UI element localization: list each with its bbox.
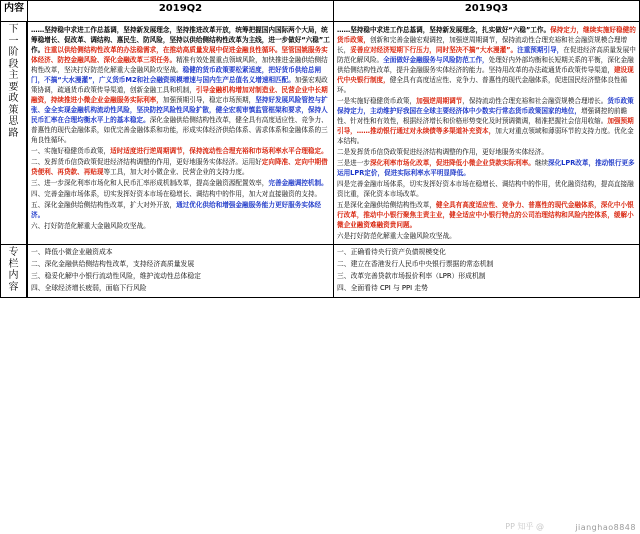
list-item: 四、全面看待 CPI 与 PPI 走势 [337,284,428,293]
paragraph: 三是进一步深化利率市场化改革，促进降低小微企业贷款实际利率。继续深化LPR改革，推动银行更多运用LPR定价，促进实际利率水平明显降低。 [337,159,635,178]
paragraph: 三、进一步深化利率市场化和人民币汇率形成机制改革，提高金融资源配置效率，完善金融调控机制。 [31,179,328,188]
list-item: 三、改革完善贷款市场报价利率（LPR）形成机制 [337,272,486,281]
paragraph: 一、实施好稳健货币政策，适时适度进行逆周期调节，保持流动性合理充裕和市场利率水平合理稳定。 [31,147,328,156]
paragraph: 四、完善金融市场体系，切实发挥好资本市场在稳增长、调结构中的作用，加大对直接融资的支持。 [31,190,322,199]
bottom-cell-q2 [28,245,334,298]
paragraph: 五、深化金融供给侧结构性改革，扩大对外开放，通过优化供给和增强金融服务能力更好服务实体经济。 [31,201,322,220]
column-header-q2: 2019Q2 [28,1,334,22]
list-item: 二、建立在香港发行人民币中央银行票据的常态机制 [337,260,494,269]
row-label-bottom-text: 专栏内容 [8,247,19,293]
special-column-row [1,245,640,298]
main-cell-q2 [28,22,334,245]
paragraph: ……坚持稳中求进工作总基调，坚持新发展理念，坚持推进改革开放，统筹把握国内国际两个大局，统筹稳增长、促改革、调结构、惠民生、防风险，坚持以供给侧结构性改革为主线，进一步做好“六稳”工作。注重以供给侧结构性改革的办法稳需求，在推动高质量发展中促进金融良性循环。坚管国姚服务实体经济、防控金融风险、深化金融改革三项任务。精准有效处置重点领域风险，加快推进金融供给侧结构性改革，坚决打好防范化解重大金融风险攻坚战。稳健的货币政策要松紧适度，把好货币供给总闸门，不搞“大水漫灌”，广义货币M2和社会融资规模增速与国内生产总值名义增速相匹配。加强宏观政策协调，疏通货币政策传导渠道，创新金融工具和机制，引导金融机构增加对制造业、民营企业中长期融资，持续推进小微企业金融服务实际利率，加强预期引导，稳定市场预期，坚持好发展风险管控与扩张、金全实现金融机构流动性风险，坚决防控风险性风险扩散，健全宏观审慎监管框架和要求，保持人民币汇率在合理均衡水平上的基本稳定。深化金融供给侧结构性改革，健全具有高度适应性、竞争力、普惠性的现代金融体系，如优完善金融体系和功能，形成实体经济供给体系、需求体系和金融体系的三角良性循环。 [31,26,330,145]
main-cell-q3 [334,22,640,245]
corner-label: 内容 [1,1,28,22]
list-item: 三、稳妥化解中小银行流动性风险，维护流动性总体稳定 [31,272,201,281]
paragraph: 四是完善金融市场体系，切实发挥好资本市场在稳增长、调结构中的作用，优化融资结构，提高直接融资比重，深化资本市场改革。 [337,180,634,199]
watermark-prefix: PP 知乎 @ [505,522,544,531]
paragraph: 六、打好防范化解重大金融风险攻坚战。 [31,222,150,231]
watermark-text: jianghao8848 [575,523,636,532]
main-policy-row [1,22,640,245]
paragraph: 五是深化金融供给侧结构性改革，健全具有高度适应性、竞争力、普惠性的现代金融体系，深化中小银行改革，推动中小银行聚焦主责主业，健全适应中小银行特点的公司治理结构和风险内控体系，缓解小微企业融资难融资贵问题。 [337,201,634,230]
paragraph: ……坚持稳中求进工作总基调，坚持新发展理念，扎实做好“六稳”工作。保持定力，继续实施好稳健的货币政策，创新和完善金融宏观调控，加强逆周期调节，保持流动性合理充裕和社会融资规模合理增长，妥善应对经济短期下行压力，同时坚决不搞“大水漫灌”。注重预期引导，在促进经济高质量发展中防范化解风险。全面做好金融服务与风险防范工作，处理好内外部均衡和长短期关系的平衡，深化金融供给侧结构性改革，提升金融服务实体经济的能力。坚持用改革的办法疏通货币政策传导渠道，建设现代中央银行制度，健全具有高度适应性、竞争力、普惠性的现代金融体系，促进国民经济整体良性循环。 [337,26,636,95]
list-item: 四、全球经济增长疲弱，面临下行风险 [31,284,147,293]
bottom-cell-q3 [334,245,640,298]
paragraph: 二是发挥货币信贷政策促进经济结构调整的作用，更好地服务实体经济。 [337,148,548,157]
paragraph: 六是打好防范化解重大金融风险攻坚战。 [337,232,456,241]
list-item: 一、正确看待央行资产负债规模变化 [337,248,446,257]
column-header-q3: 2019Q3 [334,1,640,22]
list-item: 二、深化金融供给侧结构性改革，支持经济高质量发展 [31,260,195,269]
row-label-main [1,22,27,245]
row-label-bottom [1,245,27,298]
paragraph: 二、发挥货币信贷政策促进经济结构调整的作用，更好地服务实体经济。运用好定向降准、定向中期借贷便利、再贷款、再贴现等工具，加大对小微企业、民营企业的支持力度。 [31,158,328,177]
table-header-row [1,1,640,22]
paragraph: 一是实施好稳健货币政策，加强逆周期调节，保持流动性合理充裕和社会融资规模合理增长。货币政策保持定力，主动维护好我国在全球主要经济体中少数实行常态货币政策国家的地位，增强调控的前瞻性、针对性和有效性，根据经济增长和价格形势变化及时预调微调，精准把握社会信用收缩。加强预期引导，……推动银行通过对永续债等多渠道补充资本，加大对重点领域和薄弱环节的支持力度。优化金本结构。 [337,97,634,146]
row-label-main-text: 下一阶段主要政策思路 [8,24,19,139]
list-item: 一、降低小微企业融资成本 [31,248,113,257]
